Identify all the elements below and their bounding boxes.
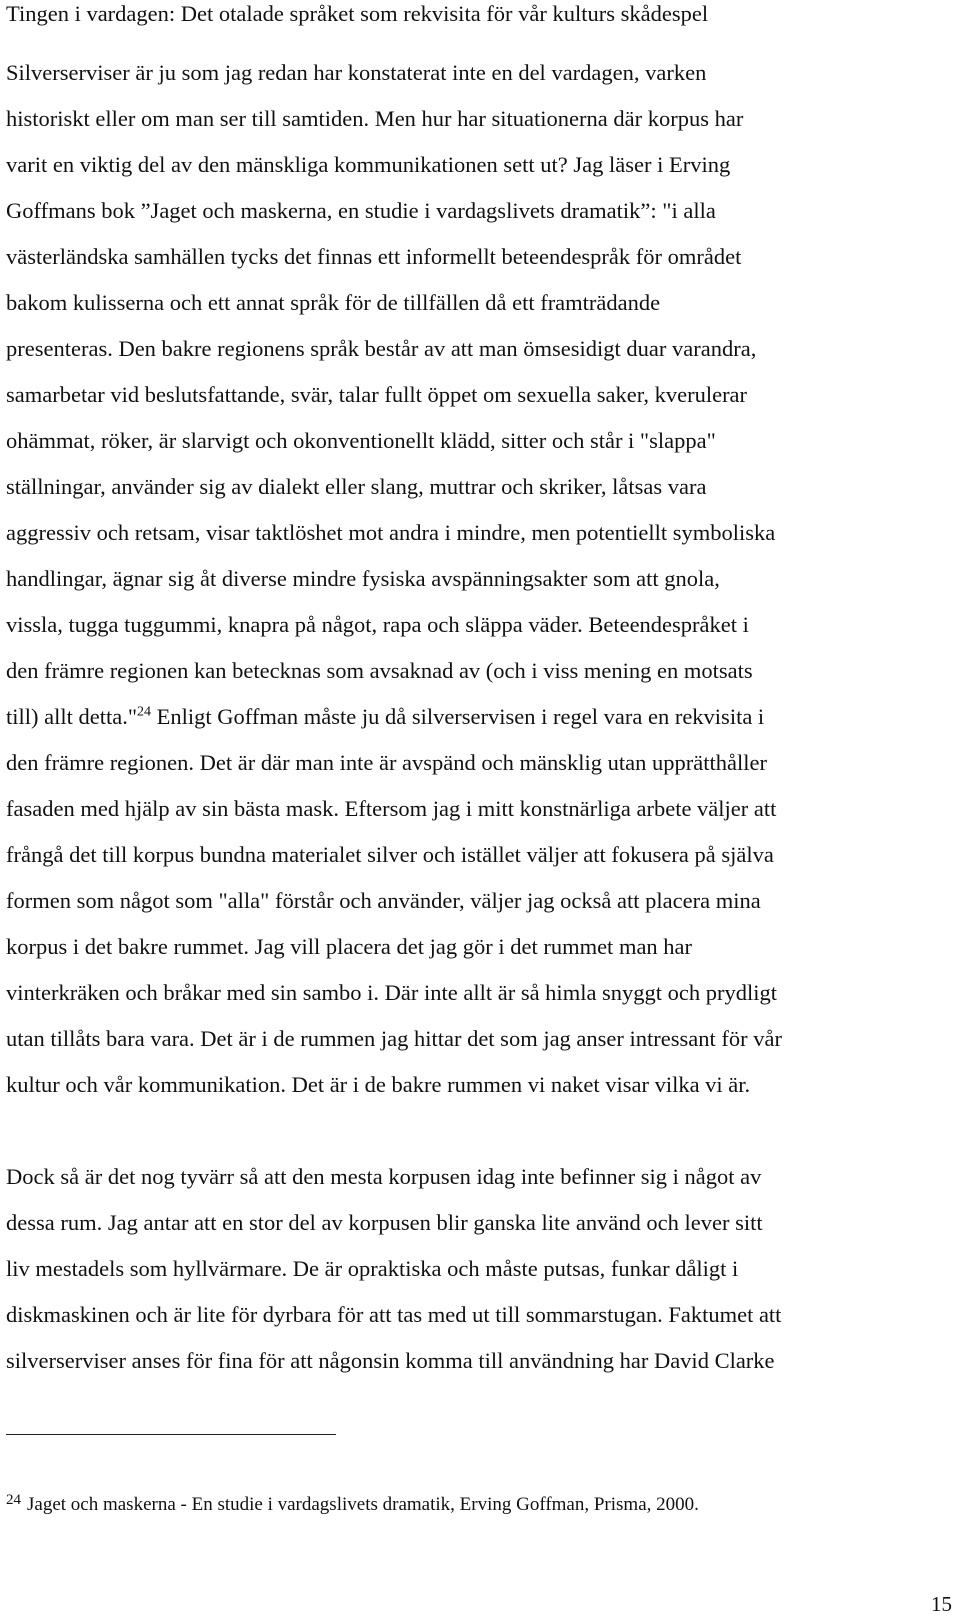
text-line: korpus i det bakre rummet. Jag vill placera det jag gör i det rummet man har bbox=[6, 934, 693, 959]
text-segment: Enligt Goffman måste ju då silverservisen i regel vara en rekvisita i bbox=[151, 704, 765, 729]
footnote-text: Jaget och maskerna - En studie i vardagslivets dramatik, Erving Goffman, Prisma, 2000. bbox=[27, 1494, 699, 1515]
footnote-reference[interactable]: 24 bbox=[137, 704, 152, 720]
page-number: 15 bbox=[931, 1592, 952, 1616]
text-line: historiskt eller om man ser till samtiden. Men hur har situationerna där korpus har bbox=[6, 106, 744, 131]
footnote-number: 24 bbox=[6, 1492, 21, 1508]
text-line: utan tillåts bara vara. Det är i de rummen jag hittar det som jag anser intressant för vår bbox=[6, 1026, 782, 1051]
text-line: ohämmat, röker, är slarvigt och okonventionellt klädd, sitter och står i "slappa" bbox=[6, 428, 716, 453]
text-line: kultur och vår kommunikation. Det är i de bakre rummen vi naket visar vilka vi är. bbox=[6, 1072, 751, 1097]
page-title: Tingen i vardagen: Det otalade språket som rekvisita för vår kulturs skådespel bbox=[6, 1, 709, 26]
footnote bbox=[6, 1488, 699, 1517]
text-line: den främre regionen kan betecknas som avsaknad av (och i viss mening en motsats bbox=[6, 658, 753, 683]
footnote-divider bbox=[6, 1434, 336, 1435]
text-line: vissla, tugga tuggummi, knapra på något, rapa och släppa väder. Beteendespråket i bbox=[6, 612, 749, 637]
text-line: formen som något som "alla" förstår och använder, väljer jag också att placera mina bbox=[6, 888, 761, 913]
text-line: bakom kulisserna och ett annat språk för de tillfällen då ett framträdande bbox=[6, 290, 661, 315]
text-line: den främre regionen. Det är där man inte är avspänd och mänsklig utan upprätthåller bbox=[6, 750, 767, 775]
text-line: Silverserviser är ju som jag redan har konstaterat inte en del vardagen, varken bbox=[6, 60, 707, 85]
text-line: aggressiv och retsam, visar taktlöshet mot andra i mindre, men potentiellt symboliska bbox=[6, 520, 776, 545]
text-line: dessa rum. Jag antar att en stor del av korpusen blir ganska lite använd och lever sitt bbox=[6, 1210, 763, 1235]
text-line: fasaden med hjälp av sin bästa mask. Eftersom jag i mitt konstnärliga arbete väljer att bbox=[6, 796, 777, 821]
text-line: varit en viktig del av den mänskliga kommunikationen sett ut? Jag läser i Erving bbox=[6, 152, 731, 177]
text-line: ställningar, använder sig av dialekt eller slang, muttrar och skriker, låtsas vara bbox=[6, 474, 707, 499]
text-line: västerländska samhällen tycks det finnas ett informellt beteendespråk för området bbox=[6, 244, 742, 269]
text-line: vinterkräken och bråkar med sin sambo i. Där inte allt är så himla snyggt och prydligt bbox=[6, 980, 778, 1005]
text-line: samarbetar vid beslutsfattande, svär, talar fullt öppet om sexuella saker, kverulerar bbox=[6, 382, 748, 407]
text-line: handlingar, ägnar sig åt diverse mindre fysiska avspänningsakter som att gnola, bbox=[6, 566, 720, 591]
text-line-with-footnote-ref bbox=[6, 703, 764, 731]
text-line: diskmaskinen och är lite för dyrbara för att tas med ut till sommarstugan. Faktumet att bbox=[6, 1302, 782, 1327]
text-line: Dock så är det nog tyvärr så att den mesta korpusen idag inte befinner sig i något av bbox=[6, 1164, 762, 1189]
text-line: frångå det till korpus bundna materialet silver och istället väljer att fokusera på själva bbox=[6, 842, 774, 867]
text-line: liv mestadels som hyllvärmare. De är opraktiska och måste putsas, funkar dåligt i bbox=[6, 1256, 739, 1281]
text-line: silverserviser anses för fina för att någonsin komma till användning har David Clarke bbox=[6, 1348, 775, 1373]
text-line: Goffmans bok ”Jaget och maskerna, en studie i vardagslivets dramatik”: "i alla bbox=[6, 198, 716, 223]
text-line: presenteras. Den bakre regionens språk består av att man ömsesidigt duar varandra, bbox=[6, 336, 757, 361]
text-segment: till) allt detta." bbox=[6, 704, 138, 729]
